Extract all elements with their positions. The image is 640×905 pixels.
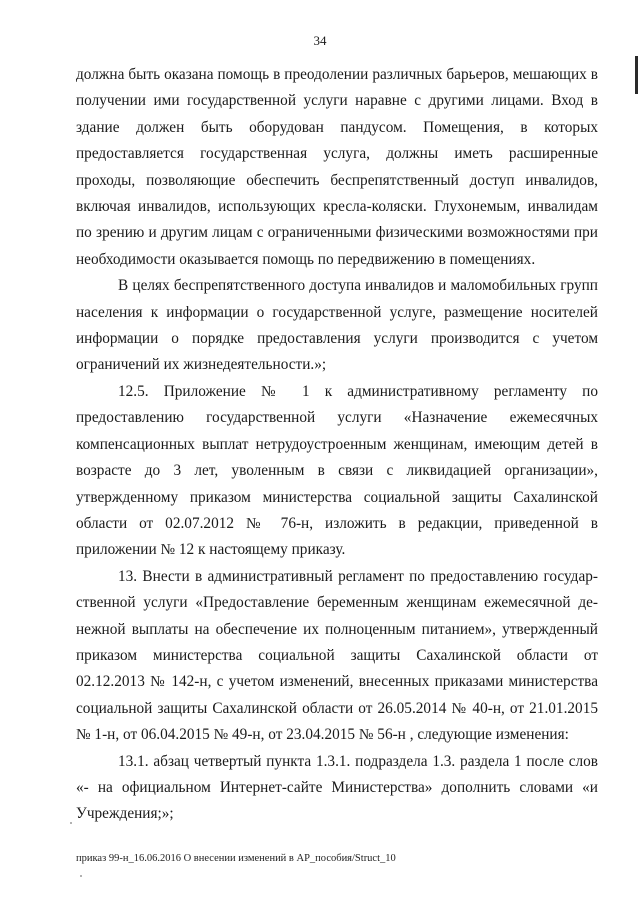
text-line: нежной выплаты на обеспечение их полноценным питанием», утвержденный — [76, 620, 598, 638]
text-line: № 1-н, от 06.04.2015 № 49-н, от 23.04.2015 № 56-н , следующие изменения: — [76, 726, 569, 744]
text-line: ственной услуги «Предоставление беременным женщинам ежемесячной де- — [76, 594, 598, 612]
paragraph-item-12-5 — [76, 379, 598, 564]
document-footer: приказ 99-н_16.06.2016 О внесении изменений в АР_пособия/Struct_10 — [76, 853, 396, 864]
scan-speck — [70, 822, 72, 824]
paragraph-accessibility — [76, 273, 598, 379]
text-line: здание должен быть оборудован пандусом. Помещения, в которых — [76, 118, 598, 136]
paragraph-item-13-1 — [76, 749, 598, 828]
text-line: компенсационных выплат нетрудоустроенным женщинам, имеющим детей в — [76, 435, 598, 453]
text-line: ограничений их жизнедеятельности.»; — [76, 356, 327, 374]
text-line: при необходимости оказывается помощь по передвижению в помещениях. — [76, 224, 598, 268]
text-line: приложении № 12 к настоящему приказу. — [76, 541, 346, 559]
text-line: 13. Внести в административный регламент по предоставлению государ- — [118, 567, 598, 585]
text-line: проходы, позволяющие обеспечить беспрепятственный доступ инвалидов, — [76, 171, 598, 189]
page-number: 34 — [313, 33, 327, 48]
text-line: утвержденному приказом министерства социальной защиты Сахалинской — [76, 488, 598, 506]
text-line: по зрению и другим лицам с ограниченными физическими возможностями — [76, 224, 570, 242]
text-line: населения к информации о государственной услуге, размещение носителей — [76, 303, 598, 321]
text-line: включая инвалидов, использующих кресла-коляски. Глухонемым, инвалидам — [76, 198, 598, 216]
document-body — [76, 62, 598, 828]
text-line: Учреждения;»; — [76, 805, 174, 823]
text-line: приказом министерства социальной защиты Сахалинской области от — [76, 646, 598, 664]
text-line: должна быть оказана помощь в преодолении различных барьеров, мешающих — [76, 66, 587, 83]
text-line: предоставлению государственной услуги «Назначение ежемесячных — [76, 409, 598, 427]
text-line: области от 02.07.2012 № 76-н, изложить в редакции, приведенной в — [76, 514, 598, 532]
scan-margin-mark — [635, 56, 638, 94]
text-line: «- на официальном Интернет-сайте Министерства» дополнить словами «и — [76, 778, 598, 796]
text-line: 13.1. абзац четвертый пункта 1.3.1. подраздела 1.3. раздела 1 после слов — [118, 752, 598, 770]
text-line: В целях беспрепятственного доступа инвалидов и маломобильных групп — [118, 277, 598, 295]
text-line: информации о порядке предоставления услуги производится с учетом — [76, 330, 598, 348]
text-line: 02.12.2013 № 142-н, с учетом изменений, внесенных приказами министерства — [76, 673, 598, 691]
paragraph-continuation — [76, 62, 598, 273]
paragraph-item-13 — [76, 564, 598, 749]
scan-speck — [80, 875, 82, 877]
text-line: социальной защиты Сахалинской области от 26.05.2014 № 40-н, от 21.01.2015 — [76, 699, 598, 717]
text-line: предоставляется государственная услуга, должны иметь расширенные — [76, 145, 598, 163]
text-line: в получении ими государственной услуги наравне с другими лицами. Вход в — [76, 66, 599, 110]
text-line: возрасте до 3 лет, уволенным в связи с ликвидацией организации», — [76, 462, 598, 480]
text-line: 12.5. Приложение № 1 к административному регламенту по — [118, 382, 598, 400]
